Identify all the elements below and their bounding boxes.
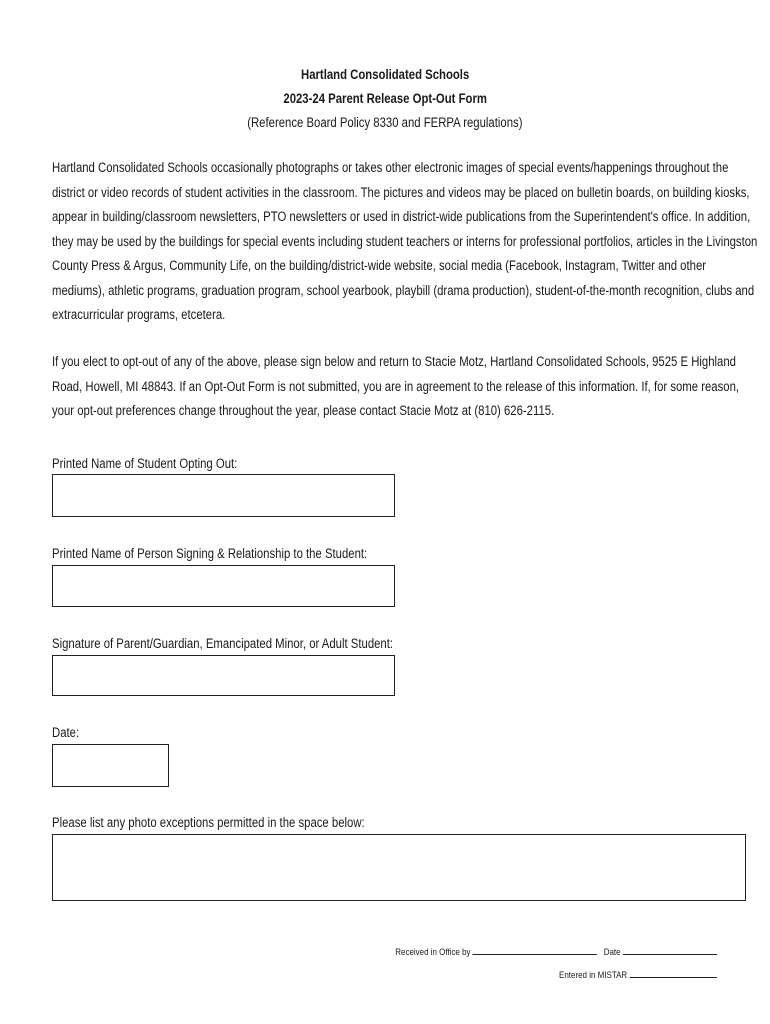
intro-line: they may be used by the buildings for special events including student teachers or interns for professional portfolios, articles in the Livingston xyxy=(52,233,758,249)
intro-line: Hartland Consolidated Schools occasionally photographs or takes other electronic images of special events/happenings throughout the xyxy=(52,160,729,175)
intro-line: extracurricular programs, etcetera. xyxy=(52,307,226,322)
intro-line: mediums), athletic programs, graduation program, school yearbook, playbill (drama production), student-of-the-month recognition, clubs and xyxy=(52,282,755,298)
mistar-label: Entered in MISTAR xyxy=(559,970,628,981)
office-date-blank[interactable] xyxy=(623,945,717,955)
exceptions-field[interactable] xyxy=(52,834,746,901)
policy-reference: (Reference Board Policy 8330 and FERPA regulations) xyxy=(247,115,523,130)
date-field[interactable] xyxy=(52,744,169,787)
instruction-line: your opt-out preferences change throughout the year, please contact Stacie Motz at (810) 626-2115. xyxy=(52,403,555,418)
mistar-blank[interactable] xyxy=(630,968,717,978)
office-mistar-row xyxy=(529,968,717,981)
intro-paragraph xyxy=(52,156,758,328)
optout-instructions xyxy=(52,350,740,424)
intro-line: County Press & Argus, Community Life, on the building/district-wide website, social media (Facebook, Instagram, Twitter and other xyxy=(52,258,707,273)
school-name: Hartland Consolidated Schools xyxy=(300,67,470,82)
student-name-label: Printed Name of Student Opting Out: xyxy=(52,456,238,471)
signature-label: Signature of Parent/Guardian, Emancipated Minor, or Adult Student: xyxy=(52,636,394,651)
student-name-field[interactable] xyxy=(52,474,395,517)
signer-name-field[interactable] xyxy=(52,565,395,607)
office-received-row xyxy=(334,945,717,958)
date-label: Date: xyxy=(52,725,80,740)
instruction-line: Road, Howell, MI 48843. If an Opt-Out Form is not submitted, you are in agreement to the release of this information. If, for some reason, xyxy=(52,378,740,394)
exceptions-label: Please list any photo exceptions permitted in the space below: xyxy=(52,815,365,830)
signer-name-label: Printed Name of Person Signing & Relationship to the Student: xyxy=(52,546,368,561)
received-label: Received in Office by xyxy=(395,947,471,958)
intro-line: district or video records of student activities in the classroom. The pictures and videos may be placed on bulletin boards, on building kiosks, xyxy=(52,184,750,200)
form-header xyxy=(0,63,770,135)
instruction-line: If you elect to opt-out of any of the above, please sign below and return to Stacie Motz, Hartland Consolidated Schools, 9525 E Highland xyxy=(52,354,736,369)
office-date-label: Date xyxy=(603,947,621,958)
received-by-blank[interactable] xyxy=(473,945,597,955)
signature-field[interactable] xyxy=(52,655,395,696)
intro-line: appear in building/classroom newsletters, PTO newsletters or used in district-wide publications from the Superintendent's office. In addition, xyxy=(52,209,751,224)
form-title: 2023-24 Parent Release Opt-Out Form xyxy=(283,91,487,106)
